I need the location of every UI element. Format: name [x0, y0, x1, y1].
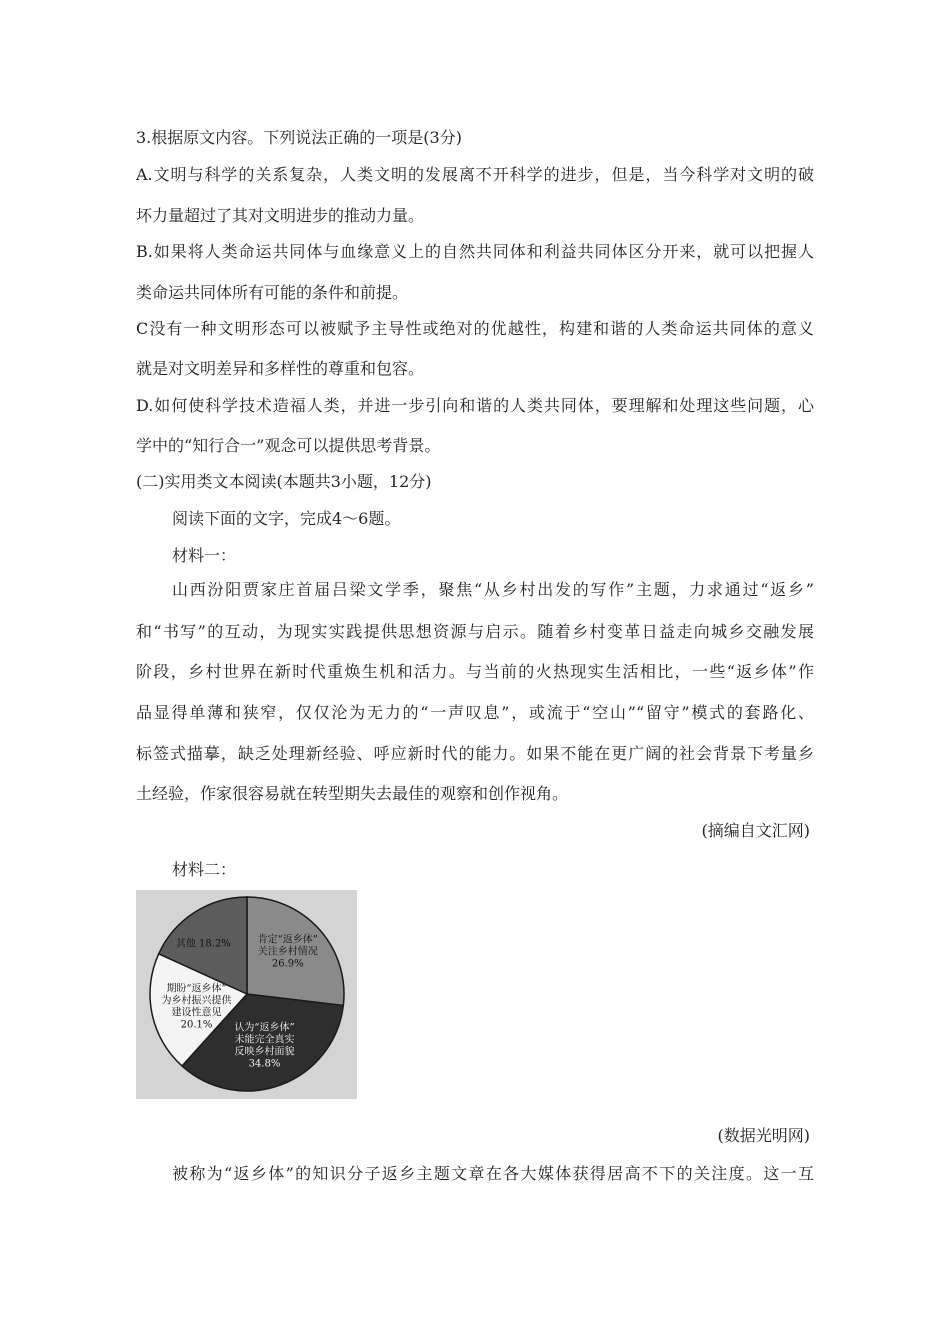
option-a-line-2: 坏力量超过了其对文明进步的推动力量。: [136, 206, 425, 225]
question-3-stem: 3.根据原文内容。下列说法正确的一项是(3分): [136, 128, 462, 147]
option-d-line-1: D.如何使科学技术造福人类，并进一步引向和谐的人类共同体，要理解和处理这些问题，心: [136, 396, 814, 415]
material-1-line-1: 山西汾阳贾家庄首届吕梁文学季，聚焦“从乡村出发的写作”主题，力求通过“返乡”: [172, 580, 814, 599]
pie-value-label-3: 20.1%: [180, 1019, 213, 1031]
pie-value-label-1: 26.9%: [271, 958, 304, 970]
option-b-line-1: B.如果将人类命运共同体与血缘意义上的自然共同体和利益共同体区分开来，就可以把握人: [136, 242, 814, 261]
material-2-source: (数据光明网): [717, 1126, 810, 1145]
section-2-heading: (二)实用类文本阅读(本题共3小题，12分): [136, 472, 432, 491]
pie-text-label-1-1: 肯定“返乡体”: [257, 934, 318, 946]
final-paragraph-line: 被称为“返乡体”的知识分子返乡主题文章在各大媒体获得居高不下的关注度。这一互: [172, 1164, 814, 1183]
pie-text-label-3-3: 建设性意见: [171, 1007, 222, 1019]
material-1-source: (摘编自文汇网): [701, 821, 810, 840]
pie-text-label-1-2: 关注乡村情况: [257, 946, 318, 958]
material-1-line-5: 标签式描摹，缺乏处理新经验、呼应新时代的能力。如果不能在更广阔的社会背景下考量乡: [136, 744, 814, 763]
pie-text-label-2-1: 认为“返乡体”: [234, 1022, 295, 1034]
material-1-line-6: 土经验，作家很容易就在转型期失去最佳的观察和创作视角。: [136, 784, 569, 803]
option-b-line-2: 类命运共同体所有可能的条件和前提。: [136, 283, 409, 302]
option-c-line-2: 就是对文明差异和多样性的尊重和包容。: [136, 359, 425, 378]
pie-text-label-2-2: 未能完全真实: [234, 1034, 295, 1046]
pie-chart: [136, 890, 357, 1099]
pie-text-label-3-2: 为乡村振兴提供: [161, 995, 232, 1007]
material-1-line-3: 阶段，乡村世界在新时代重焕生机和活力。与当前的火热现实生活相比，一些“返乡体”作: [136, 662, 814, 681]
material-2-title: 材料二：: [172, 860, 237, 879]
pie-text-label-2-3: 反映乡村面貌: [234, 1046, 295, 1058]
pie-value-label-2: 34.8%: [248, 1058, 281, 1070]
option-c-line-1: C没有一种文明形态可以被赋予主导性或绝对的优越性，构建和谐的人类命运共同体的意义: [136, 319, 814, 338]
pie-text-label-4-1: 其他 18.2%: [175, 938, 231, 950]
pie-text-label-3-1: 期盼“返乡体”: [166, 983, 227, 995]
option-a-line-1: A.文明与科学的关系复杂，人类文明的发展离不开科学的进步，但是，当今科学对文明的破: [136, 165, 814, 184]
reading-instruction: 阅读下面的文字，完成4～6题。: [172, 509, 401, 528]
material-1-title: 材料一：: [172, 546, 237, 565]
option-d-line-2: 学中的“知行合一”观念可以提供思考背景。: [136, 436, 441, 455]
material-1-line-2: 和“书写”的互动，为现实实践提供思想资源与启示。随着乡村变革日益走向城乡交融发展: [136, 622, 814, 641]
material-1-line-4: 品显得单薄和狭窄，仅仅沦为无力的“一声叹息”，或流于“空山”“留守”模式的套路化、: [136, 703, 814, 722]
pie-label-4: [176, 937, 231, 950]
